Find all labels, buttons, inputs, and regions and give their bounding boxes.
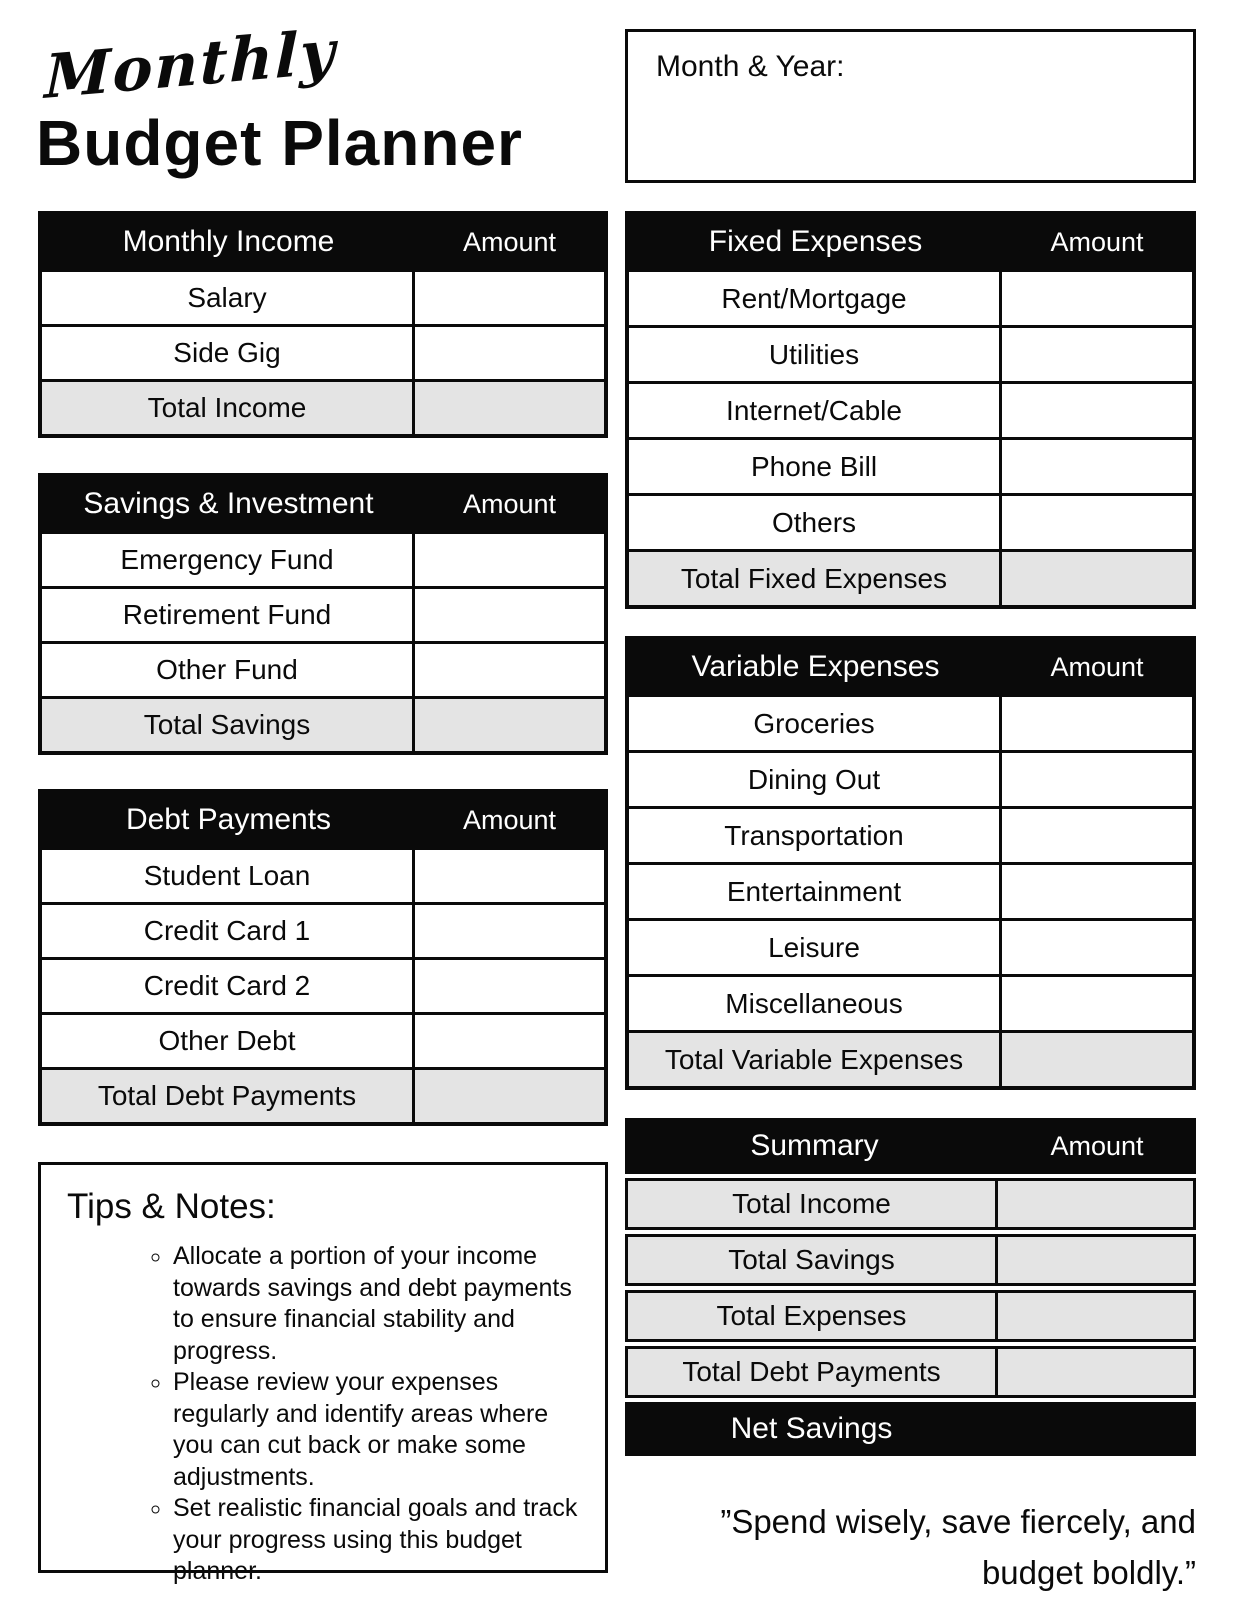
row-label: Dining Out — [629, 753, 1002, 806]
table-row — [629, 269, 1192, 325]
table-row — [629, 862, 1192, 918]
amount-cell[interactable] — [1002, 272, 1192, 325]
row-label: Salary — [42, 272, 415, 324]
row-label: Total Fixed Expenses — [629, 552, 1002, 605]
table-row — [629, 806, 1192, 862]
row-label: Emergency Fund — [42, 534, 415, 586]
variable-table-header — [629, 640, 1192, 694]
row-label: Total Income — [42, 382, 415, 434]
summary-table — [625, 1118, 1196, 1456]
amount-cell[interactable] — [415, 1015, 604, 1067]
tip-item: ◦ Allocate a portion of your income towards savings and debt payments to ensure financial stability and progress. — [173, 1241, 591, 1367]
amount-cell[interactable] — [998, 1349, 1193, 1395]
amount-cell[interactable] — [1002, 865, 1192, 918]
fixed-expenses-table — [625, 211, 1196, 609]
page-title-script: Monthly — [43, 17, 338, 113]
savings-investment-table — [38, 473, 608, 755]
row-label: Entertainment — [629, 865, 1002, 918]
table-title: Summary — [750, 1129, 879, 1162]
monthly-income-table — [38, 211, 608, 438]
table-row — [629, 381, 1192, 437]
row-label: Groceries — [629, 697, 1002, 750]
amount-cell[interactable] — [415, 644, 604, 696]
tip-item: ◦ Set realistic financial goals and track your progress using this budget planner. — [173, 1493, 591, 1588]
table-row — [42, 641, 604, 696]
amount-cell[interactable] — [415, 960, 604, 1012]
row-label: Rent/Mortgage — [629, 272, 1002, 325]
amount-cell[interactable] — [415, 589, 604, 641]
amount-cell[interactable] — [1002, 809, 1192, 862]
amount-column-header: Amount — [1050, 651, 1144, 682]
row-label: Total Debt Payments — [628, 1349, 998, 1395]
amount-cell[interactable] — [1002, 552, 1192, 605]
table-row — [42, 269, 604, 324]
row-label: Miscellaneous — [629, 977, 1002, 1030]
amount-cell[interactable] — [1002, 977, 1192, 1030]
row-label: Net Savings — [730, 1412, 893, 1445]
row-label: Total Variable Expenses — [629, 1033, 1002, 1086]
row-label: Total Expenses — [628, 1293, 998, 1339]
amount-cell[interactable] — [415, 699, 604, 751]
table-row — [42, 586, 604, 641]
amount-column-header: Amount — [462, 804, 557, 835]
table-row — [42, 531, 604, 586]
table-row — [629, 750, 1192, 806]
row-label: Phone Bill — [629, 440, 1002, 493]
row-label: Student Loan — [42, 850, 415, 902]
amount-cell[interactable] — [1002, 921, 1192, 974]
table-row — [629, 694, 1192, 750]
amount-cell[interactable] — [415, 272, 604, 324]
row-label: Side Gig — [42, 327, 415, 379]
row-label: Transportation — [629, 809, 1002, 862]
amount-cell[interactable] — [1002, 384, 1192, 437]
amount-cell[interactable] — [1002, 496, 1192, 549]
amount-column-header: Amount — [462, 226, 557, 257]
tips-notes-box — [38, 1162, 608, 1585]
table-row-total — [42, 696, 604, 751]
amount-cell[interactable] — [415, 327, 604, 379]
table-row — [42, 1012, 604, 1067]
row-label: Other Fund — [42, 644, 415, 696]
quote-text: ”Spend wisely, save fiercely, and budget boldly.” — [720, 1503, 1196, 1592]
tip-item: ◦ Please review your expenses regularly and identify areas where you can cut back or make some adjustments. — [173, 1367, 591, 1493]
row-label: Total Debt Payments — [42, 1070, 415, 1122]
row-label: Others — [629, 496, 1002, 549]
table-row — [629, 325, 1192, 381]
month-year-box[interactable] — [625, 29, 1196, 183]
table-row-total — [42, 379, 604, 434]
fixed-table-header — [629, 215, 1192, 269]
table-row — [42, 957, 604, 1012]
variable-expenses-table — [625, 636, 1196, 1090]
amount-cell[interactable] — [415, 1070, 604, 1122]
net-savings-row — [625, 1402, 1196, 1456]
row-label: Retirement Fund — [42, 589, 415, 641]
debt-payments-table — [38, 789, 608, 1126]
tips-list — [41, 1241, 605, 1588]
table-row-total — [42, 1067, 604, 1122]
tips-notes-title: Tips & Notes: — [67, 1187, 276, 1226]
amount-column-header: Amount — [462, 488, 557, 519]
monthly-income-table-header — [42, 215, 604, 269]
row-label: Leisure — [629, 921, 1002, 974]
amount-cell[interactable] — [998, 1181, 1193, 1227]
row-label: Internet/Cable — [629, 384, 1002, 437]
amount-cell[interactable] — [998, 1293, 1193, 1339]
amount-cell[interactable] — [998, 1237, 1193, 1283]
amount-cell[interactable] — [1002, 753, 1192, 806]
row-label: Other Debt — [42, 1015, 415, 1067]
savings-table-header — [42, 477, 604, 531]
amount-cell[interactable] — [415, 905, 604, 957]
row-label: Total Savings — [42, 699, 415, 751]
summary-row — [625, 1178, 1196, 1230]
amount-cell[interactable] — [415, 382, 604, 434]
page-title-main: Budget Planner — [36, 107, 523, 179]
amount-cell[interactable] — [1002, 1033, 1192, 1086]
month-year-label: Month & Year: — [656, 50, 845, 83]
table-title: Debt Payments — [125, 803, 332, 836]
summary-table-header — [625, 1118, 1196, 1174]
row-label: Total Income — [628, 1181, 998, 1227]
summary-row — [625, 1290, 1196, 1342]
summary-row — [625, 1234, 1196, 1286]
table-row — [42, 324, 604, 379]
amount-cell[interactable] — [415, 534, 604, 586]
row-label: Credit Card 2 — [42, 960, 415, 1012]
summary-row — [625, 1346, 1196, 1398]
amount-column-header: Amount — [1050, 1130, 1144, 1161]
amount-cell[interactable] — [415, 850, 604, 902]
table-title: Savings & Investment — [83, 487, 374, 520]
table-row — [629, 437, 1192, 493]
table-row-total — [629, 549, 1192, 605]
amount-cell[interactable] — [1002, 697, 1192, 750]
table-row — [42, 847, 604, 902]
row-label: Utilities — [629, 328, 1002, 381]
table-row — [629, 974, 1192, 1030]
amount-cell[interactable] — [1002, 440, 1192, 493]
table-row — [42, 902, 604, 957]
table-title: Fixed Expenses — [708, 225, 923, 258]
amount-column-header: Amount — [1050, 226, 1144, 257]
table-row-total — [629, 1030, 1192, 1086]
table-row — [629, 493, 1192, 549]
row-label: Total Savings — [628, 1237, 998, 1283]
row-label: Credit Card 1 — [42, 905, 415, 957]
table-title: Monthly Income — [122, 225, 335, 258]
debt-table-header — [42, 793, 604, 847]
table-row — [629, 918, 1192, 974]
table-title: Variable Expenses — [691, 650, 940, 683]
amount-cell[interactable] — [1002, 328, 1192, 381]
